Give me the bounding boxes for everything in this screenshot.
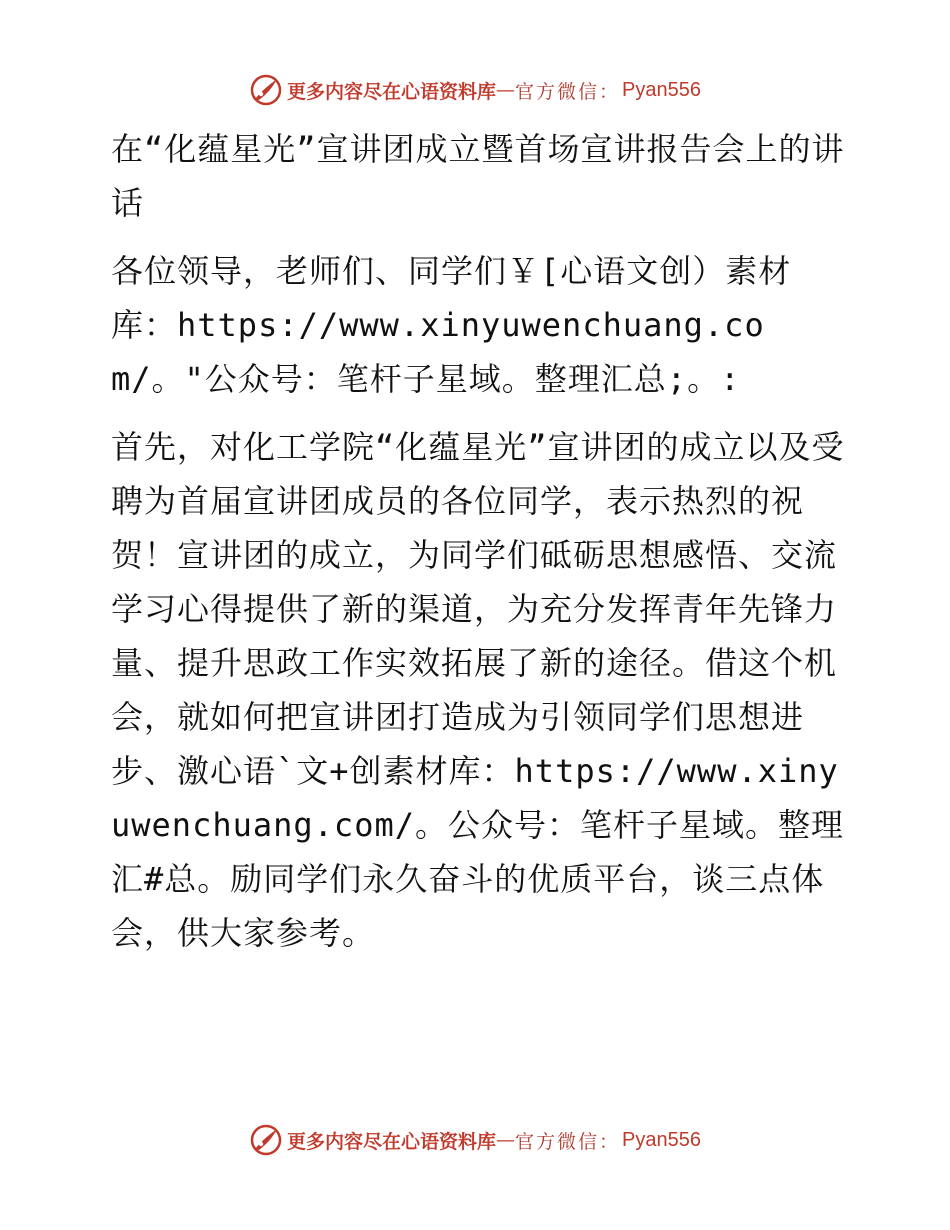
quill-logo-icon xyxy=(249,1123,283,1157)
document-body xyxy=(97,122,857,960)
banner-wechat-id: Pyan556 xyxy=(622,1128,701,1151)
banner-dash: — xyxy=(496,79,516,101)
greeting-paragraph: 各位领导，老师们、同学们￥[心语文创）素材库：https://www.xinyuwenchuang.com/。"公众号：笔杆子星域。整理汇总;。: xyxy=(111,252,792,398)
banner-site-text: 更多内容尽在心语资料库 xyxy=(287,80,497,103)
document-title: 在“化蕴星光”宣讲团成立暨首场宣讲报告会上的讲话 xyxy=(111,130,845,222)
banner-wechat-label: 官方微信： xyxy=(515,1130,621,1153)
body-paragraph: 首先，对化工学院“化蕴星光”宣讲团的成立以及受聘为首届宣讲团成员的各位同学，表示热烈的祝贺！宣讲团的成立，为同学们砥砺思想感悟、交流学习心得提供了新的渠道，为充分发挥青年先锋力量、提升思政工作实效拓展了新的途径。借这个机会，就如何把宣讲团打造成为引领同学们思想进步、激心语`文+创素材库：https://www.xinyuwenchuang.com/。公众号：笔杆子星域。整理汇#总。励同学们永久奋斗的优质平台，谈三点体会，供大家参考。 xyxy=(111,428,845,952)
quill-logo-icon xyxy=(249,73,283,107)
banner-dash: — xyxy=(496,1129,516,1151)
banner-wechat-label: 官方微信： xyxy=(515,80,621,103)
banner-site-text: 更多内容尽在心语资料库 xyxy=(287,1130,497,1153)
banner-wechat-id: Pyan556 xyxy=(622,78,701,101)
footer-banner xyxy=(0,1120,950,1160)
header-banner xyxy=(0,70,950,110)
